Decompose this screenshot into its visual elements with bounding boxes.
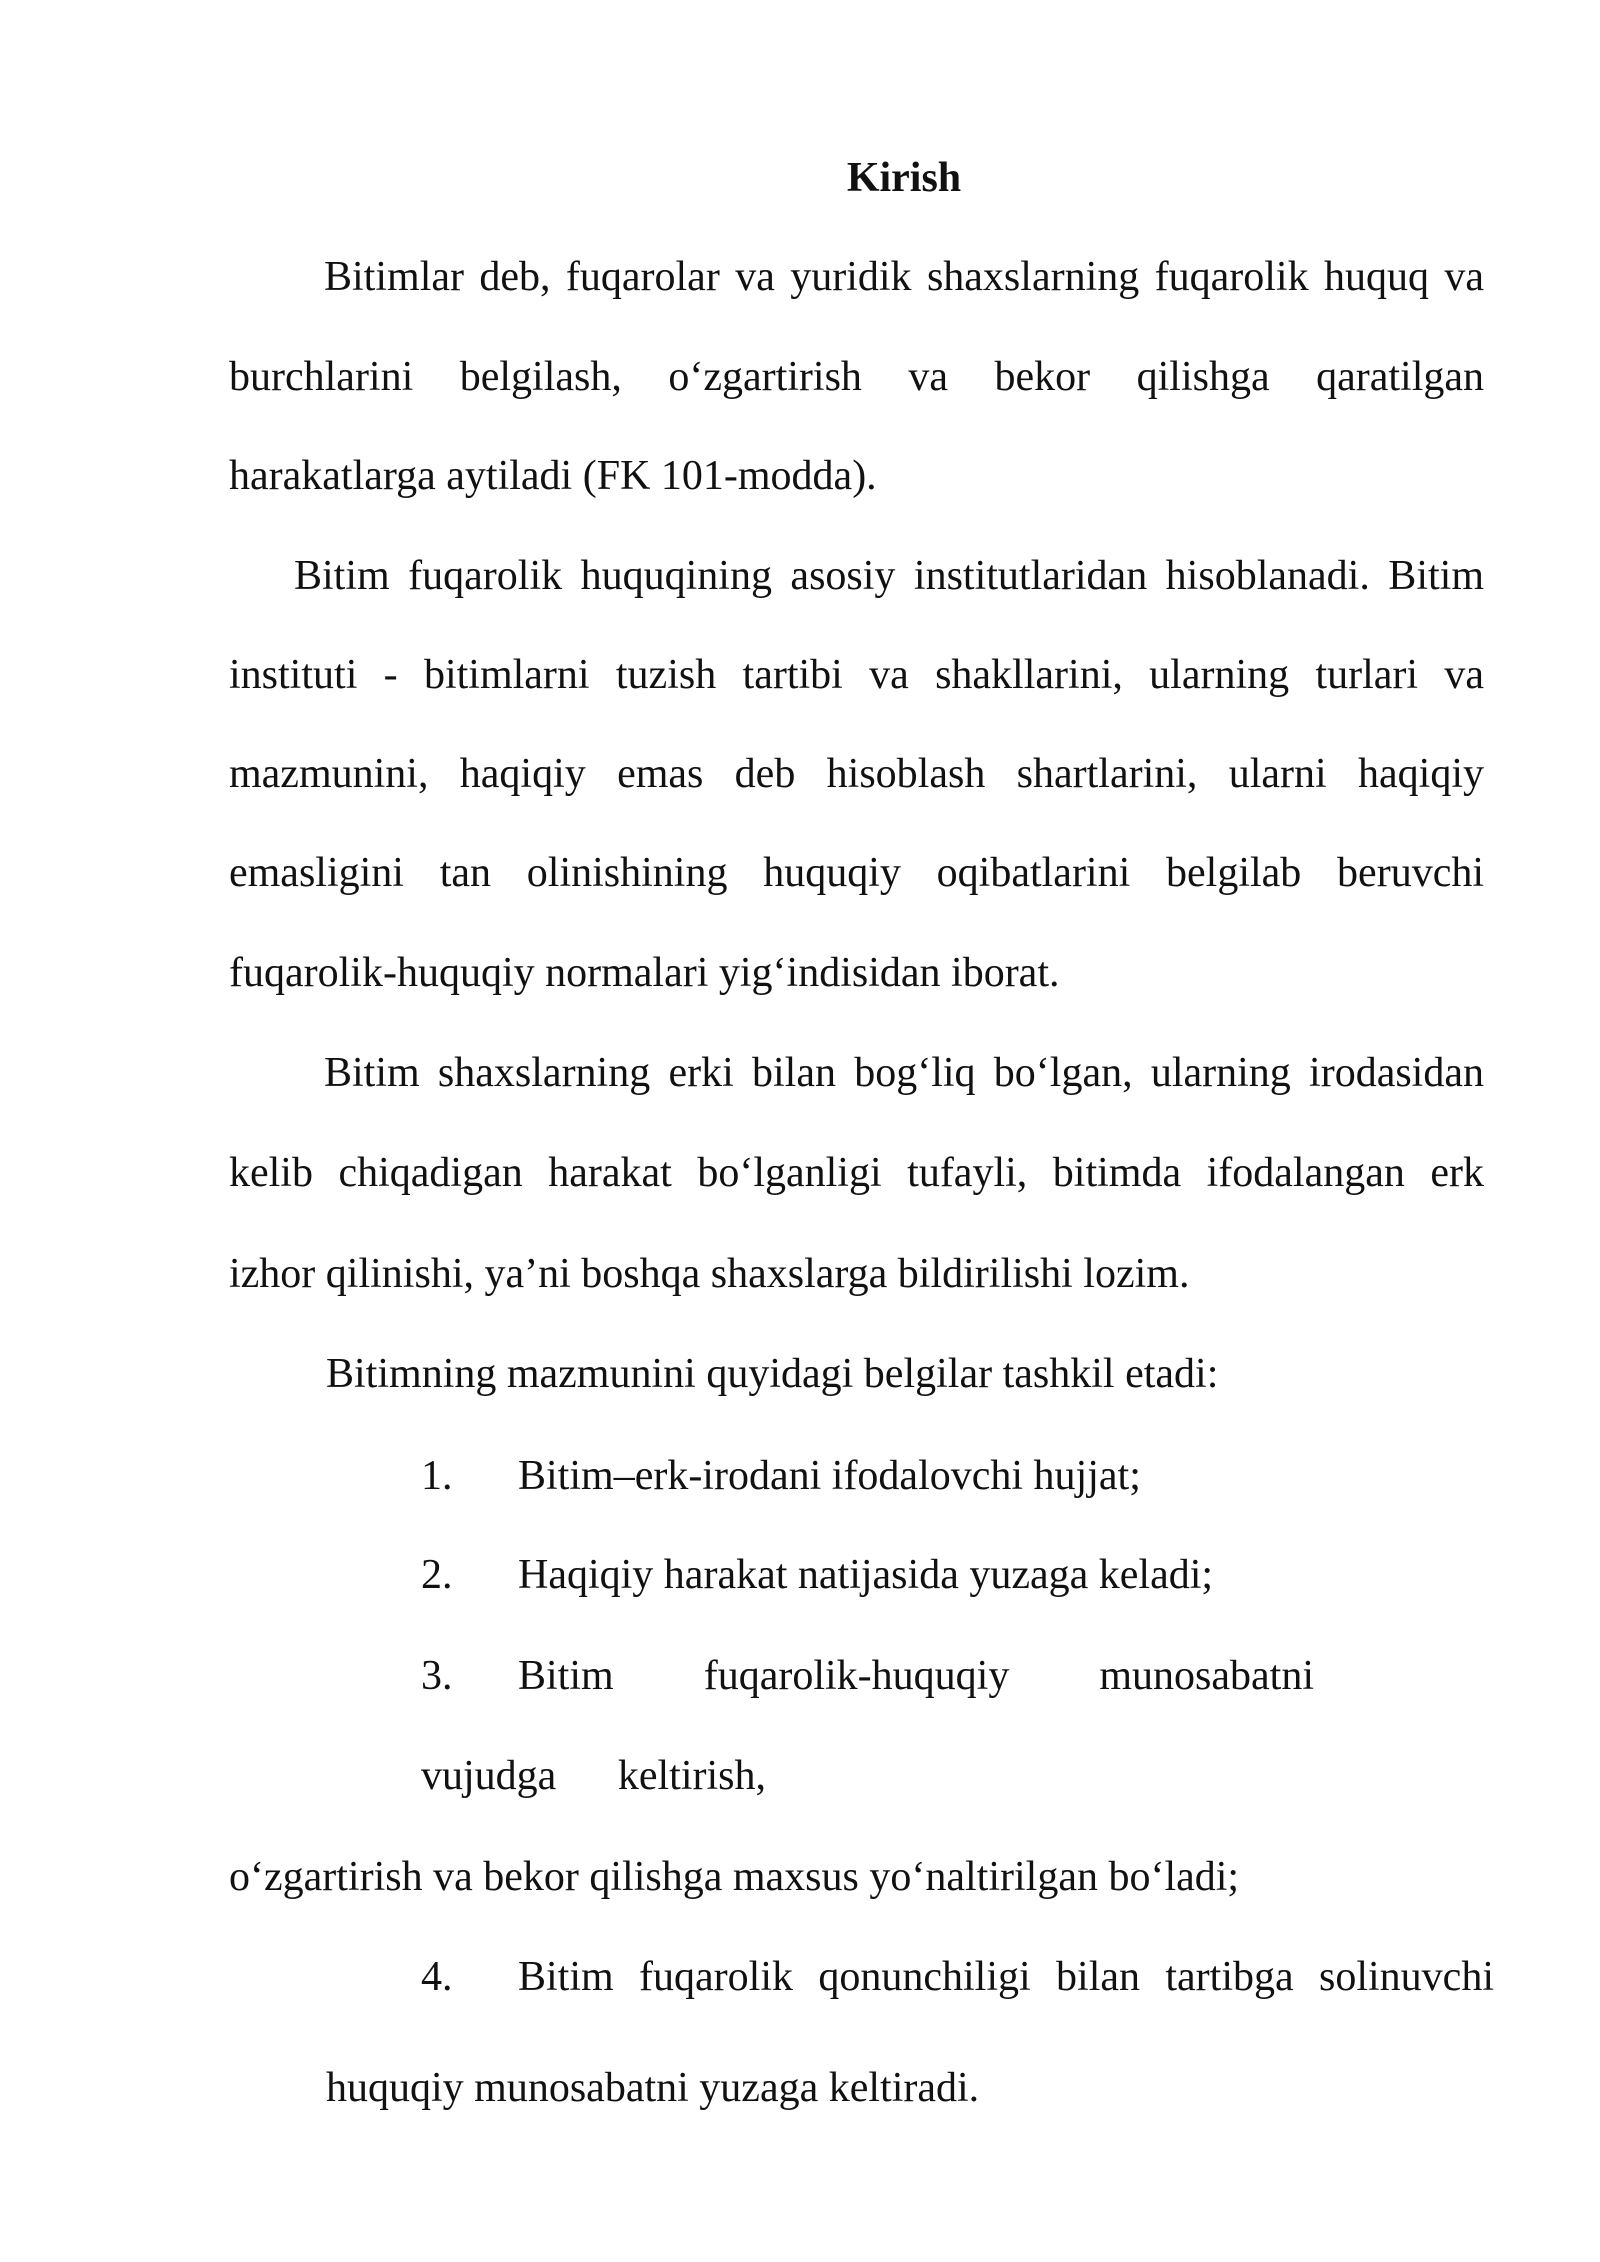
paragraph-3-line-3: izhor qilinishi, ya’ni boshqa shaxslarga bildirilishi lozim. [229,1251,1190,1297]
list-item-2-number: 2. [421,1552,453,1598]
paragraph-1-line-1: Bitimlar deb, fuqarolar va yuridik shaxslarning fuqarolik huquq va [324,254,1484,300]
list-item-1-number: 1. [421,1453,453,1499]
list-item-4-line-2: huquqiy munosabatni yuzaga keltiradi. [326,2065,980,2111]
paragraph-4-line-1: Bitimning mazmunini quyidagi belgilar tashkil etadi: [326,1351,1219,1397]
list-item-3-number: 3. [421,1653,453,1699]
list-item-3-line-3: o‘zgartirish va bekor qilishga maxsus yo‘naltirilgan bo‘ladi; [229,1854,1240,1900]
paragraph-1-line-3: harakatlarga aytiladi (FK 101-modda). [229,453,877,499]
list-item-3-line-1: Bitim fuqarolik-huquqiy munosabatni [518,1653,1314,1699]
paragraph-3-line-2: kelib chiqadigan harakat bo‘lganligi tufayli, bitimda ifodalangan erk [229,1150,1484,1196]
list-item-4-line-1: Bitim fuqarolik qonunchiligi bilan tartibga solinuvchi [518,1954,1494,2000]
list-item-2-text: Haqiqiy harakat natijasida yuzaga keladi; [518,1552,1214,1598]
paragraph-2-line-4: emasligini tan olinishining huquqiy oqibatlarini belgilab beruvchi [229,850,1484,896]
list-item-3-line-2: vujudga keltirish, [421,1753,766,1799]
paragraph-3-line-1: Bitim shaxslarning erki bilan bog‘liq bo‘lgan, ularning irodasidan [324,1050,1484,1096]
paragraph-2-line-1: Bitim fuqarolik huquqining asosiy institutlaridan hisoblanadi. Bitim [294,553,1484,599]
list-item-4-number: 4. [421,1954,453,2000]
paragraph-2-line-2: instituti - bitimlarni tuzish tartibi va shakllarini, ularning turlari va [229,652,1484,698]
paragraph-2-line-3: mazmunini, haqiqiy emas deb hisoblash shartlarini, ularni haqiqiy [229,751,1484,797]
list-item-1-text: Bitim–erk-irodani ifodalovchi hujjat; [518,1453,1141,1499]
paragraph-2-line-5: fuqarolik-huquqiy normalari yig‘indisidan iborat. [229,950,1060,996]
paragraph-1-line-2: burchlarini belgilash, o‘zgartirish va bekor qilishga qaratilgan [229,354,1484,400]
page-title: Kirish [846,155,962,201]
